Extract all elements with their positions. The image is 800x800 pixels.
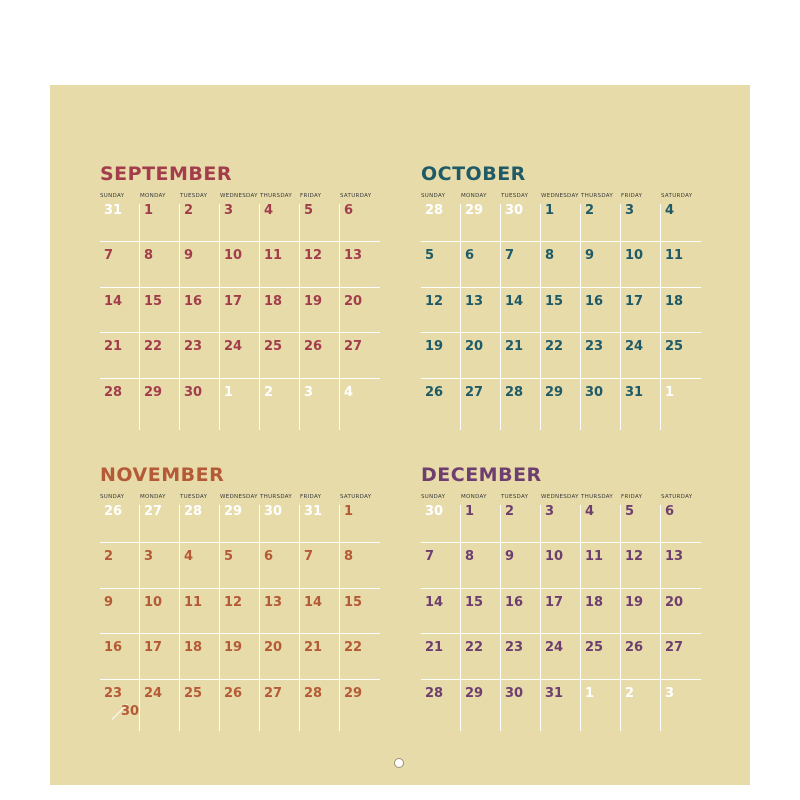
grid-line xyxy=(540,204,541,430)
day-number: 12 xyxy=(224,595,243,610)
day-number: 25 xyxy=(184,686,203,701)
day-number: 7 xyxy=(425,549,435,564)
day-number: 7 xyxy=(505,248,515,263)
day-number: 15 xyxy=(545,294,564,309)
day-number: 24 xyxy=(144,686,163,701)
day-number-outside: 30 xyxy=(505,203,524,218)
weekday-label: FRIDAY xyxy=(300,193,322,199)
day-number-outside: 28 xyxy=(425,203,444,218)
day-number: 29 xyxy=(144,385,163,400)
day-number-outside: 2 xyxy=(625,686,635,701)
grid-line xyxy=(421,241,701,242)
day-number: 1 xyxy=(144,203,154,218)
day-number: 5 xyxy=(425,248,435,263)
day-number: 15 xyxy=(344,595,363,610)
day-number: 24 xyxy=(625,339,644,354)
day-number: 16 xyxy=(585,294,604,309)
weekday-label: TUESDAY xyxy=(180,494,208,500)
day-number: 25 xyxy=(665,339,684,354)
day-number: 7 xyxy=(104,248,114,263)
day-number-outside: 3 xyxy=(304,385,314,400)
day-number: 30 xyxy=(505,686,524,701)
day-number: 10 xyxy=(144,595,163,610)
grid-line xyxy=(580,204,581,430)
day-number-outside: 29 xyxy=(465,203,484,218)
day-number: 2 xyxy=(505,504,515,519)
day-number: 27 xyxy=(465,385,484,400)
day-number: 29 xyxy=(545,385,564,400)
day-number: 4 xyxy=(585,504,595,519)
grid-line xyxy=(500,505,501,731)
weekday-label: MONDAY xyxy=(461,193,487,199)
grid-line xyxy=(259,505,260,731)
day-number-outside: 27 xyxy=(144,504,163,519)
day-number: 19 xyxy=(625,595,644,610)
weekday-label: WEDNESDAY xyxy=(220,494,258,500)
day-number: 26 xyxy=(224,686,243,701)
grid-line xyxy=(421,378,701,379)
day-number: 26 xyxy=(304,339,323,354)
day-number: 21 xyxy=(104,339,123,354)
grid-line xyxy=(500,204,501,430)
hanging-hole xyxy=(394,758,404,768)
grid-line xyxy=(219,204,220,430)
day-number: 27 xyxy=(665,640,684,655)
day-number-outside: 29 xyxy=(224,504,243,519)
day-number: 23 xyxy=(104,686,123,701)
day-number: 19 xyxy=(425,339,444,354)
weekday-label: WEDNESDAY xyxy=(220,193,258,199)
day-number: 28 xyxy=(425,686,444,701)
grid-line xyxy=(179,505,180,731)
day-number: 14 xyxy=(425,595,444,610)
day-grid xyxy=(100,204,380,430)
day-number-outside: 30 xyxy=(264,504,283,519)
day-number: 18 xyxy=(264,294,283,309)
month-title: NOVEMBER xyxy=(100,464,225,486)
day-number-outside: 1 xyxy=(665,385,675,400)
grid-line xyxy=(259,204,260,430)
day-number: 11 xyxy=(184,595,203,610)
day-number: 10 xyxy=(545,549,564,564)
weekday-header xyxy=(421,193,701,203)
day-number: 13 xyxy=(264,595,283,610)
grid-line xyxy=(620,204,621,430)
day-number: 30 xyxy=(585,385,604,400)
weekday-label: SATURDAY xyxy=(661,193,693,199)
weekday-label: SUNDAY xyxy=(100,494,125,500)
day-number: 21 xyxy=(304,640,323,655)
grid-line xyxy=(299,505,300,731)
weekday-label: SATURDAY xyxy=(340,494,372,500)
grid-line xyxy=(100,378,380,379)
day-number: 9 xyxy=(184,248,194,263)
day-number: 26 xyxy=(625,640,644,655)
day-number: 4 xyxy=(264,203,274,218)
day-number-outside: 1 xyxy=(585,686,595,701)
day-grid xyxy=(421,204,701,430)
day-number: 6 xyxy=(465,248,475,263)
day-number: 2 xyxy=(104,549,114,564)
day-number: 12 xyxy=(425,294,444,309)
weekday-header xyxy=(421,494,701,504)
day-number-outside: 26 xyxy=(104,504,123,519)
weekday-label: TUESDAY xyxy=(501,494,529,500)
day-number: 4 xyxy=(665,203,675,218)
weekday-label: MONDAY xyxy=(140,494,166,500)
day-number: 28 xyxy=(104,385,123,400)
day-number: 22 xyxy=(465,640,484,655)
day-number: 30 xyxy=(184,385,203,400)
grid-line xyxy=(620,505,621,731)
day-number: 2 xyxy=(184,203,194,218)
day-number: 31 xyxy=(545,686,564,701)
day-number: 12 xyxy=(304,248,323,263)
day-number: 29 xyxy=(465,686,484,701)
grid-line xyxy=(460,505,461,731)
day-number: 20 xyxy=(264,640,283,655)
grid-line xyxy=(100,588,380,589)
weekday-label: MONDAY xyxy=(461,494,487,500)
day-number: 13 xyxy=(344,248,363,263)
grid-line xyxy=(421,679,701,680)
day-number: 23 xyxy=(585,339,604,354)
day-number: 14 xyxy=(104,294,123,309)
day-number-outside: 30 xyxy=(425,504,444,519)
weekday-label: SUNDAY xyxy=(100,193,125,199)
day-number: 6 xyxy=(665,504,675,519)
grid-line xyxy=(179,204,180,430)
day-number: 11 xyxy=(665,248,684,263)
day-number-outside: 2 xyxy=(264,385,274,400)
grid-line xyxy=(460,204,461,430)
day-number: 7 xyxy=(304,549,314,564)
day-number: 16 xyxy=(184,294,203,309)
day-number: 15 xyxy=(465,595,484,610)
day-number: 10 xyxy=(224,248,243,263)
grid-line xyxy=(139,204,140,430)
grid-line xyxy=(299,204,300,430)
month-title: DECEMBER xyxy=(421,464,542,486)
day-number-outside: 31 xyxy=(304,504,323,519)
day-number: 5 xyxy=(304,203,314,218)
day-number: 27 xyxy=(344,339,363,354)
weekday-label: WEDNESDAY xyxy=(541,193,579,199)
weekday-label: THURSDAY xyxy=(581,193,614,199)
day-number: 8 xyxy=(465,549,475,564)
day-grid xyxy=(100,505,380,731)
weekday-label: FRIDAY xyxy=(300,494,322,500)
day-number: 8 xyxy=(344,549,354,564)
grid-line xyxy=(100,679,380,680)
day-number: 12 xyxy=(625,549,644,564)
weekday-label: SUNDAY xyxy=(421,494,446,500)
day-number: 11 xyxy=(264,248,283,263)
day-number-outside: 1 xyxy=(224,385,234,400)
day-number: 16 xyxy=(505,595,524,610)
day-number: 10 xyxy=(625,248,644,263)
weekday-label: TUESDAY xyxy=(501,193,529,199)
day-number: 25 xyxy=(264,339,283,354)
weekday-header xyxy=(100,494,380,504)
day-number: 9 xyxy=(585,248,595,263)
grid-line xyxy=(660,505,661,731)
day-number: 14 xyxy=(505,294,524,309)
grid-line xyxy=(100,332,380,333)
day-number: 4 xyxy=(184,549,194,564)
day-number: 8 xyxy=(144,248,154,263)
day-number: 19 xyxy=(224,640,243,655)
day-number: 9 xyxy=(104,595,114,610)
day-number: 22 xyxy=(545,339,564,354)
day-number: 8 xyxy=(545,248,555,263)
grid-line xyxy=(100,241,380,242)
day-number-outside: 4 xyxy=(344,385,354,400)
day-number: 28 xyxy=(304,686,323,701)
weekday-header xyxy=(100,193,380,203)
day-number: 22 xyxy=(344,640,363,655)
weekday-label: FRIDAY xyxy=(621,494,643,500)
grid-line xyxy=(339,204,340,430)
grid-line xyxy=(100,542,380,543)
weekday-label: SATURDAY xyxy=(340,193,372,199)
day-number: 11 xyxy=(585,549,604,564)
day-number: 3 xyxy=(224,203,234,218)
month-title: SEPTEMBER xyxy=(100,163,233,185)
weekday-label: WEDNESDAY xyxy=(541,494,579,500)
grid-line xyxy=(421,542,701,543)
day-number: 15 xyxy=(144,294,163,309)
day-number: 20 xyxy=(344,294,363,309)
grid-line xyxy=(219,505,220,731)
day-number: 20 xyxy=(465,339,484,354)
weekday-label: SATURDAY xyxy=(661,494,693,500)
day-number-outside: 31 xyxy=(104,203,123,218)
grid-line xyxy=(421,633,701,634)
month-title: OCTOBER xyxy=(421,163,526,185)
day-number-outside: 3 xyxy=(665,686,675,701)
day-number: 6 xyxy=(344,203,354,218)
day-number: 3 xyxy=(625,203,635,218)
day-number: 24 xyxy=(545,640,564,655)
day-number: 3 xyxy=(545,504,555,519)
day-number: 5 xyxy=(224,549,234,564)
day-number: 17 xyxy=(545,595,564,610)
day-number: 21 xyxy=(425,640,444,655)
day-number: 22 xyxy=(144,339,163,354)
day-number: 19 xyxy=(304,294,323,309)
day-number: 13 xyxy=(665,549,684,564)
day-number: 17 xyxy=(625,294,644,309)
calendar-page xyxy=(50,85,750,785)
day-grid xyxy=(421,505,701,731)
day-number: 29 xyxy=(344,686,363,701)
day-number: 14 xyxy=(304,595,323,610)
day-number: 9 xyxy=(505,549,515,564)
grid-line xyxy=(139,505,140,731)
day-number: 24 xyxy=(224,339,243,354)
weekday-label: THURSDAY xyxy=(581,494,614,500)
day-number: 1 xyxy=(545,203,555,218)
grid-line xyxy=(100,633,380,634)
day-number: 5 xyxy=(625,504,635,519)
day-number: 20 xyxy=(665,595,684,610)
grid-line xyxy=(339,505,340,731)
day-number: 16 xyxy=(104,640,123,655)
day-number: 2 xyxy=(585,203,595,218)
day-number: 13 xyxy=(465,294,484,309)
day-number: 1 xyxy=(344,504,354,519)
day-number: 6 xyxy=(264,549,274,564)
grid-line xyxy=(421,287,701,288)
grid-line xyxy=(580,505,581,731)
day-number: 25 xyxy=(585,640,604,655)
day-number: 23 xyxy=(505,640,524,655)
weekday-label: THURSDAY xyxy=(260,193,293,199)
day-number: 3 xyxy=(144,549,154,564)
grid-line xyxy=(100,287,380,288)
day-number: 27 xyxy=(264,686,283,701)
day-number: 18 xyxy=(184,640,203,655)
day-number: 26 xyxy=(425,385,444,400)
weekday-label: SUNDAY xyxy=(421,193,446,199)
day-number: 23 xyxy=(184,339,203,354)
day-number: 21 xyxy=(505,339,524,354)
weekday-label: THURSDAY xyxy=(260,494,293,500)
day-number: 1 xyxy=(465,504,475,519)
grid-line xyxy=(660,204,661,430)
weekday-label: MONDAY xyxy=(140,193,166,199)
day-number-split: 30 xyxy=(121,704,140,719)
weekday-label: FRIDAY xyxy=(621,193,643,199)
day-number: 17 xyxy=(144,640,163,655)
grid-line xyxy=(421,588,701,589)
day-number-outside: 28 xyxy=(184,504,203,519)
day-number: 31 xyxy=(625,385,644,400)
grid-line xyxy=(421,332,701,333)
day-number: 18 xyxy=(585,595,604,610)
day-number: 28 xyxy=(505,385,524,400)
grid-line xyxy=(540,505,541,731)
day-number: 18 xyxy=(665,294,684,309)
weekday-label: TUESDAY xyxy=(180,193,208,199)
day-number: 17 xyxy=(224,294,243,309)
